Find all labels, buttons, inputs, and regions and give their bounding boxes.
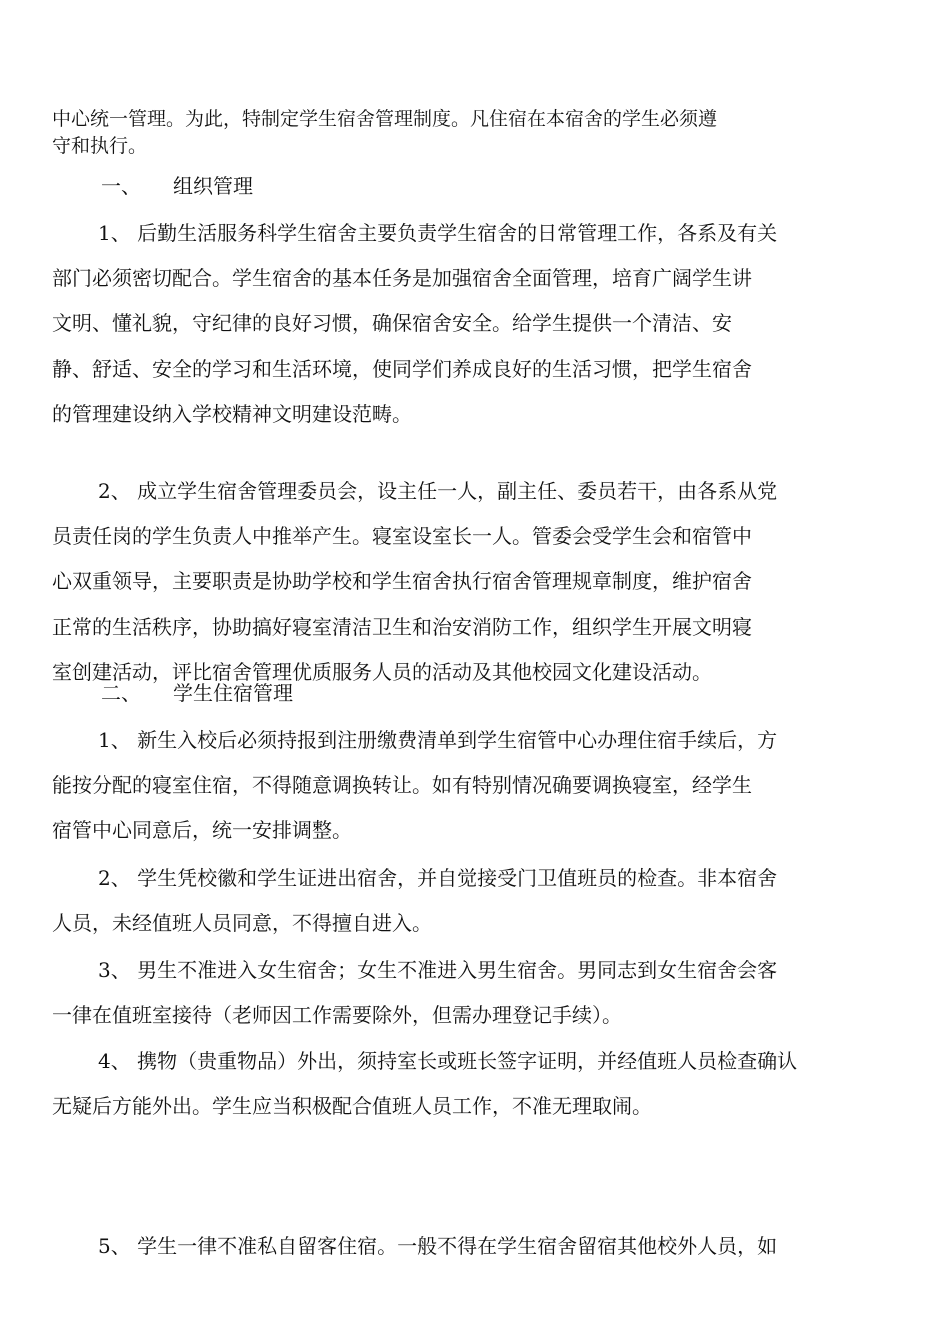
intro-text: 中心统一管理。为此，特制定学生宿舍管理制度。凡住宿在本宿舍的学生必须遵 守和执行。 — [52, 108, 718, 157]
section-heading-2 — [101, 679, 293, 707]
paragraph-2-3: 3、 男生不准进入女生宿舍；女生不准进入男生宿舍。男同志到女生宿舍会客 一律在值班室接待（老师因工作需要除外，但需办理登记手续）。 — [52, 958, 778, 1028]
paragraph-2-1: 1、 新生入校后必须持报到注册缴费清单到学生宿管中心办理住宿手续后，方 能按分配的寝室住宿，不得随意调换转让。如有特别情况确要调换寝室，经学生 宿管中心同意后，统一安排调整。 — [52, 728, 778, 843]
section-number: 二、 — [101, 681, 141, 705]
section-title: 组织管理 — [173, 174, 253, 198]
paragraph-1-1: 1、 后勤生活服务科学生宿舍主要负责学生宿舍的日常管理工作，各系及有关 部门必须密切配合。学生宿舍的基本任务是加强宿舍全面管理，培育广阔学生讲 文明、懂礼貌，守纪律的良好习惯，确保宿舍安全。给学生提供一个清洁、安 静、舒适、安全的学习和生活环境，使同学们养成良好的生活习惯，把学生宿舍 的管理建设纳入学校精神文明建设范畴。 — [52, 221, 778, 426]
section-number: 一、 — [101, 174, 141, 198]
paragraph-2-2: 2、 学生凭校徽和学生证进出宿舍，并自觉接受门卫值班员的检查。非本宿舍 人员，未经值班人员同意，不得擅自进入。 — [52, 866, 778, 936]
paragraph-2-5: 5、 学生一律不准私自留客住宿。一般不得在学生宿舍留宿其他校外人员，如 — [98, 1234, 778, 1258]
section-title: 学生住宿管理 — [173, 681, 293, 705]
paragraph-1-2: 2、 成立学生宿舍管理委员会，设主任一人，副主任、委员若干，由各系从党 员责任岗的学生负责人中推举产生。寝室设室长一人。管委会受学生会和宿管中 心双重领导，主要职责是协助学校和学生宿舍执行宿舍管理规章制度，维护宿舍 正常的生活秩序，协助搞好寝室清洁卫生和治安消防工作，组织学生开展文明寝 室创建活动，评比宿舍管理优质服务人员的活动及其他校园文化建设活动。 — [52, 479, 778, 684]
section-heading-1 — [101, 172, 253, 200]
paragraph-2-4: 4、 携物（贵重物品）外出，须持室长或班长签字证明，并经值班人员检查确认 无疑后方能外出。学生应当积极配合值班人员工作，不准无理取闹。 — [52, 1049, 798, 1119]
